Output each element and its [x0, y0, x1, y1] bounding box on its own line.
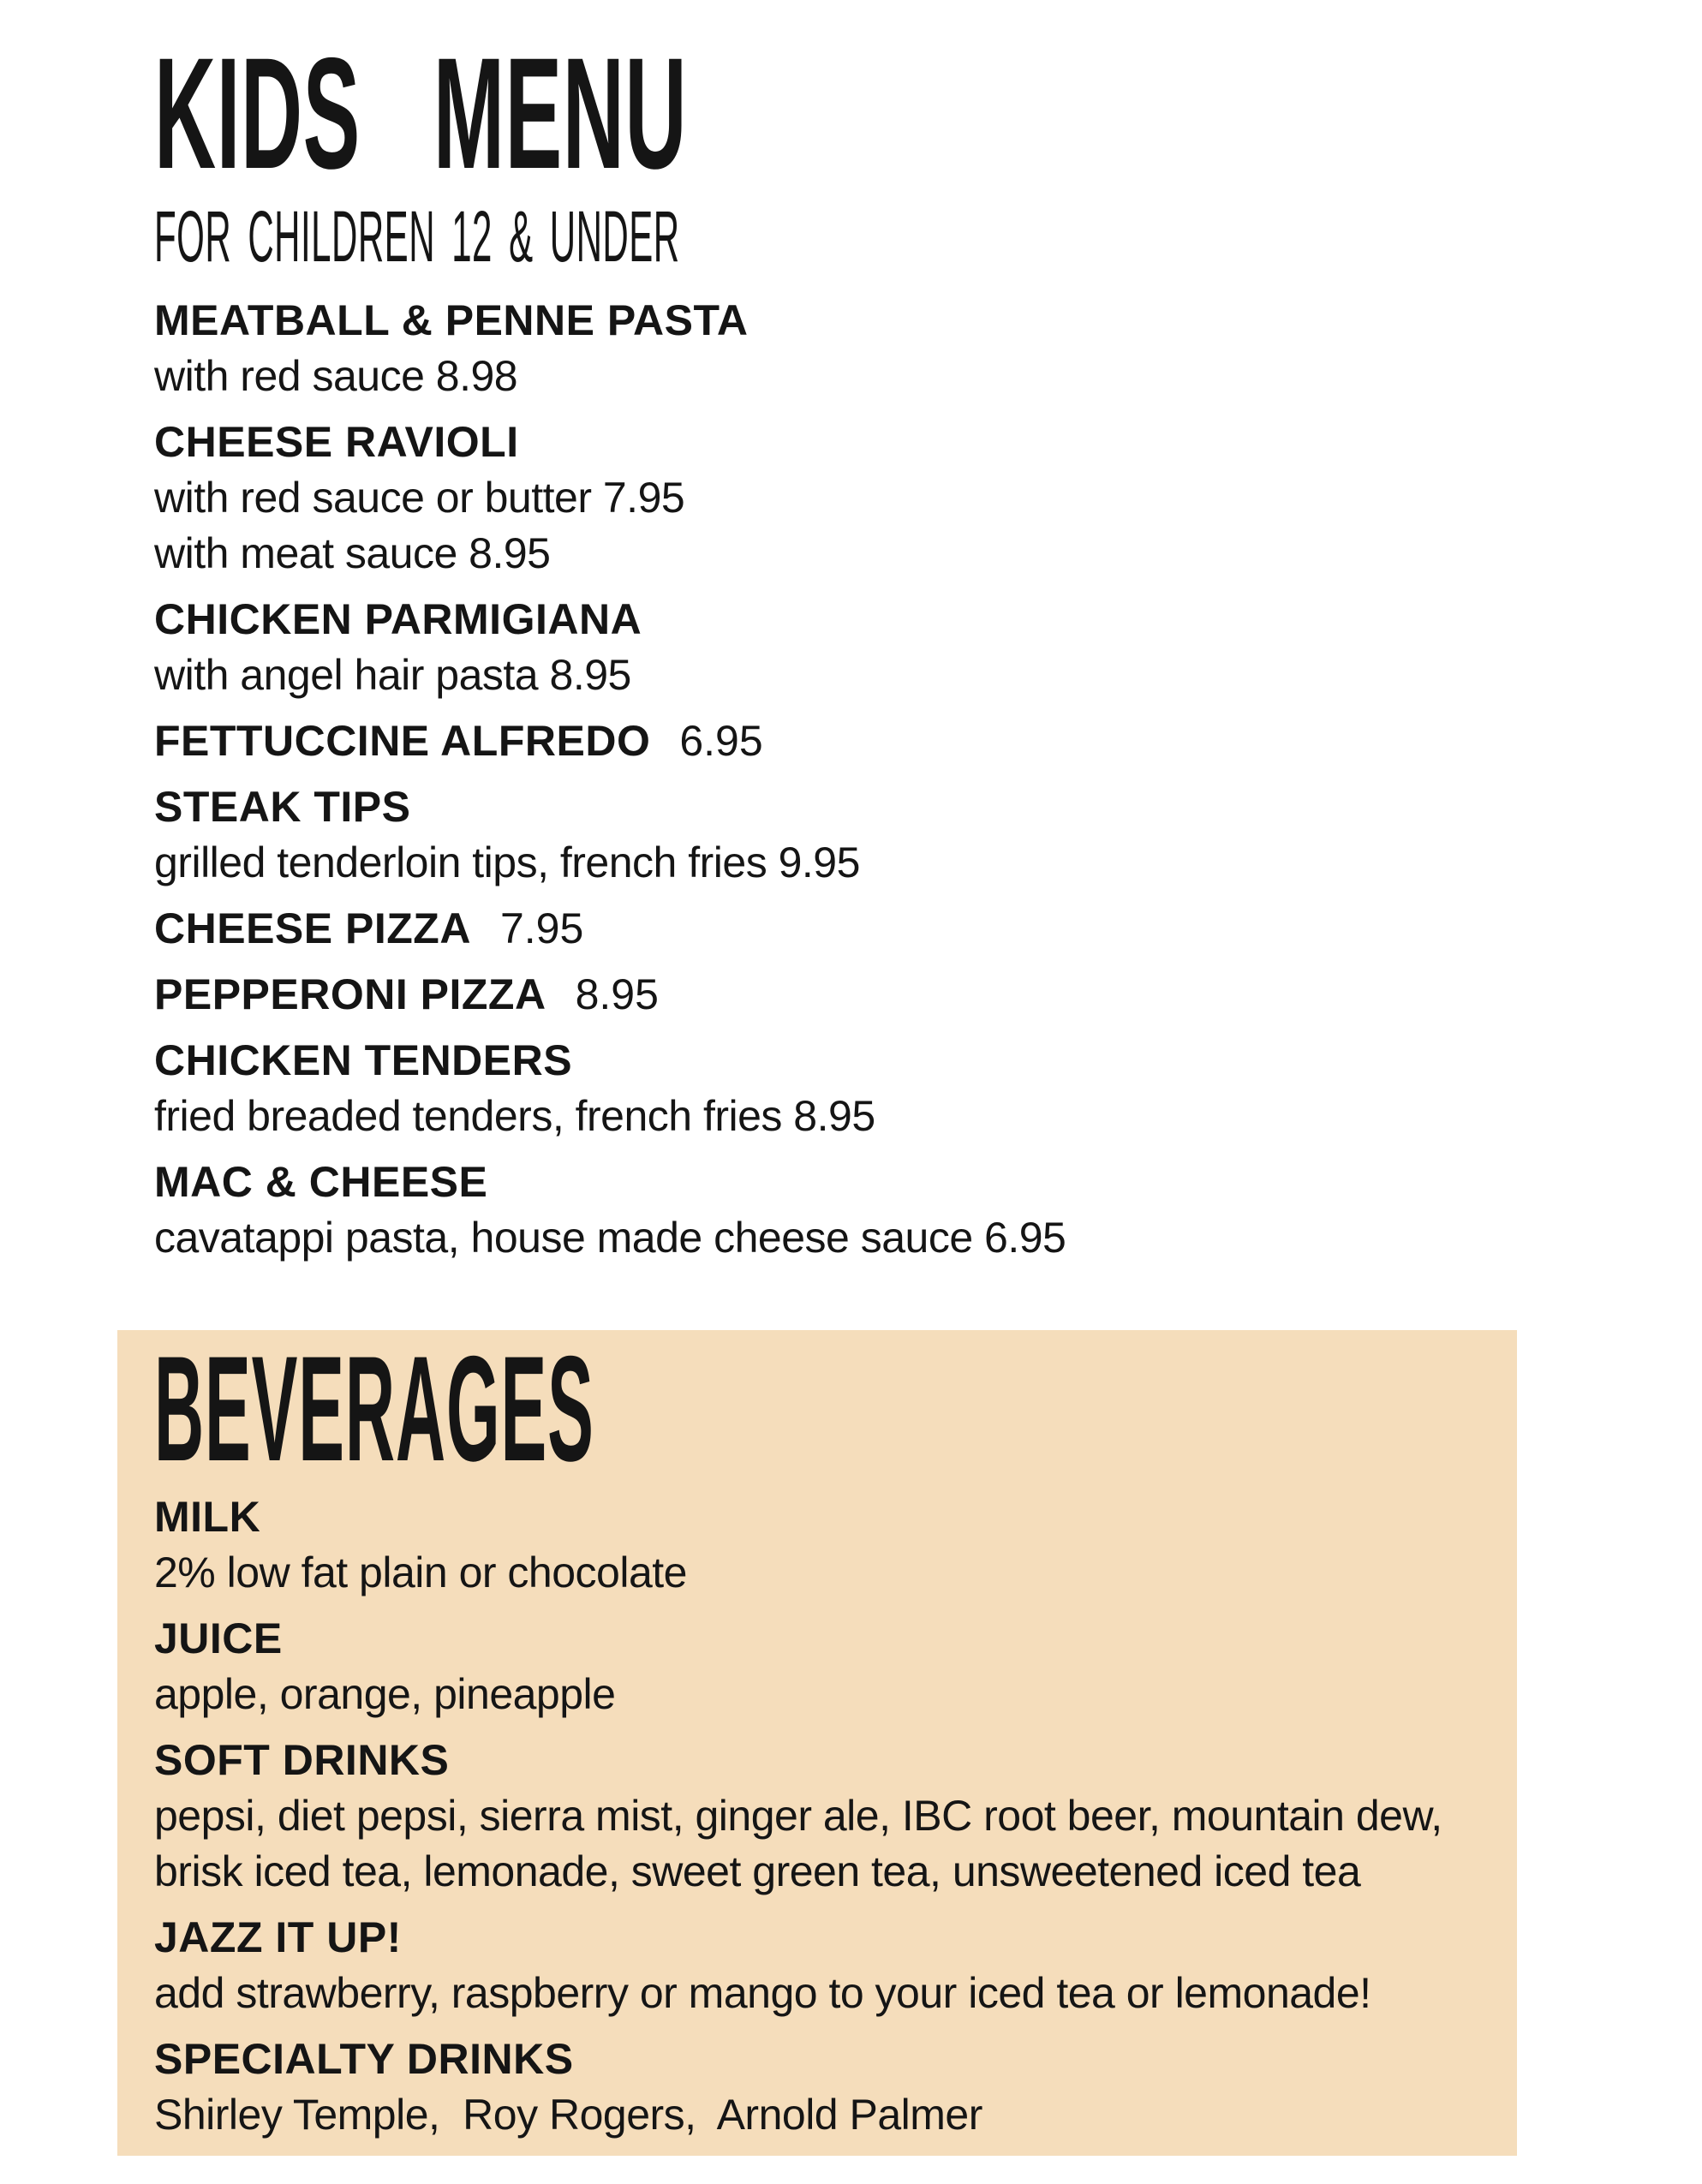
menu-item-name: CHICKEN TENDERS: [154, 1036, 573, 1084]
menu-item-description: 2% low fat plain or chocolate: [154, 1548, 687, 1596]
menu-item-name: CHICKEN PARMIGIANA: [154, 595, 642, 643]
menu-item-name: SPECIALTY DRINKS: [154, 2035, 574, 2083]
menu-item: [154, 1910, 1493, 2021]
menu-item: [154, 1033, 1559, 1144]
menu-item-name: CHEESE PIZZA: [154, 904, 471, 952]
beverages-title: BEVERAGES: [154, 1330, 594, 1493]
menu-item-description: Shirley Temple, Roy Rogers, Arnold Palmer: [154, 2091, 982, 2139]
menu-item-name: JAZZ IT UP!: [154, 1913, 402, 1961]
menu-item-description: with meat sauce 8.95: [154, 529, 551, 577]
menu-item: [154, 967, 1559, 1023]
menu-item-name: MILK: [154, 1493, 261, 1541]
menu-item-name-row: [154, 1155, 1559, 1210]
menu-item-name-row: [154, 901, 1559, 957]
menu-item-description: add strawberry, raspberry or mango to your iced tea or lemonade!: [154, 1969, 1371, 2017]
menu-item-name: FETTUCCINE ALFREDO: [154, 717, 651, 765]
menu-item-name-row: [154, 1033, 1559, 1089]
menu-item-name-row: [154, 592, 1559, 647]
page-subtitle: FOR CHILDREN 12 & UNDER: [154, 196, 680, 277]
menu-item-name-row: [154, 1910, 1493, 1966]
menu-item-descriptions: [154, 1966, 1493, 2021]
menu-item-name-row: [154, 1489, 1493, 1545]
menu-item-descriptions: [154, 1210, 1559, 1266]
menu-item: [154, 592, 1559, 703]
menu-item-price: 6.95: [679, 717, 763, 765]
menu-item-description: cavatappi pasta, house made cheese sauce 6.95: [154, 1214, 1066, 1262]
menu-item: [154, 779, 1559, 891]
menu-item-description: brisk iced tea, lemonade, sweet green tea, unsweetened iced tea: [154, 1847, 1361, 1895]
menu-item-descriptions: [154, 470, 1559, 582]
menu-item-name: CHEESE RAVIOLI: [154, 418, 519, 466]
menu-item-descriptions: [154, 1089, 1559, 1144]
menu-item-descriptions: [154, 647, 1559, 703]
menu-item-descriptions: [154, 1667, 1493, 1722]
menu-item-description: fried breaded tenders, french fries 8.95: [154, 1092, 875, 1140]
menu-item-description: with red sauce 8.98: [154, 352, 518, 400]
menu-item-description: apple, orange, pineapple: [154, 1670, 616, 1718]
menu-item: [154, 293, 1559, 404]
menu-item-name: MEATBALL & PENNE PASTA: [154, 296, 749, 344]
menu-item-name-row: [154, 1611, 1493, 1667]
menu-item-name-row: [154, 2032, 1493, 2087]
menu-item-description: grilled tenderloin tips, french fries 9.95: [154, 838, 860, 886]
menu-item-name: PEPPERONI PIZZA: [154, 970, 546, 1018]
menu-item: [154, 1489, 1493, 1601]
beverages-panel: [117, 1330, 1517, 2156]
menu-item-price: 7.95: [499, 904, 584, 952]
menu-item: [154, 2032, 1493, 2143]
menu-item-price: 8.95: [575, 970, 659, 1018]
menu-item-descriptions: [154, 2087, 1493, 2143]
menu-item-name-row: [154, 1733, 1493, 1788]
menu-header: [154, 26, 1205, 277]
menu-item: [154, 901, 1559, 957]
menu-item-name-row: [154, 967, 1559, 1023]
menu-item-description: with red sauce or butter 7.95: [154, 474, 685, 522]
kids-menu-item-list: [154, 293, 1559, 1276]
menu-item-name-row: [154, 779, 1559, 835]
menu-item-description: with angel hair pasta 8.95: [154, 651, 631, 699]
menu-item-name: STEAK TIPS: [154, 783, 411, 831]
menu-item-description: pepsi, diet pepsi, sierra mist, ginger ale, IBC root beer, mountain dew,: [154, 1792, 1442, 1840]
menu-item-descriptions: [154, 1545, 1493, 1601]
menu-item: [154, 1733, 1493, 1900]
menu-item: [154, 1155, 1559, 1266]
menu-item-descriptions: [154, 1788, 1493, 1900]
menu-item-name-row: [154, 415, 1559, 470]
menu-item-name-row: [154, 293, 1559, 349]
menu-item-name: JUICE: [154, 1614, 283, 1662]
menu-item: [154, 1611, 1493, 1722]
menu-item: [154, 713, 1559, 769]
menu-item: [154, 415, 1559, 582]
menu-item-name: MAC & CHEESE: [154, 1158, 488, 1206]
beverages-item-list: [154, 1489, 1493, 2143]
menu-item-name-row: [154, 713, 1559, 769]
menu-item-descriptions: [154, 835, 1559, 891]
menu-item-descriptions: [154, 349, 1559, 404]
menu-item-name: SOFT DRINKS: [154, 1736, 450, 1784]
page-title: KIDS MENU: [154, 26, 688, 202]
